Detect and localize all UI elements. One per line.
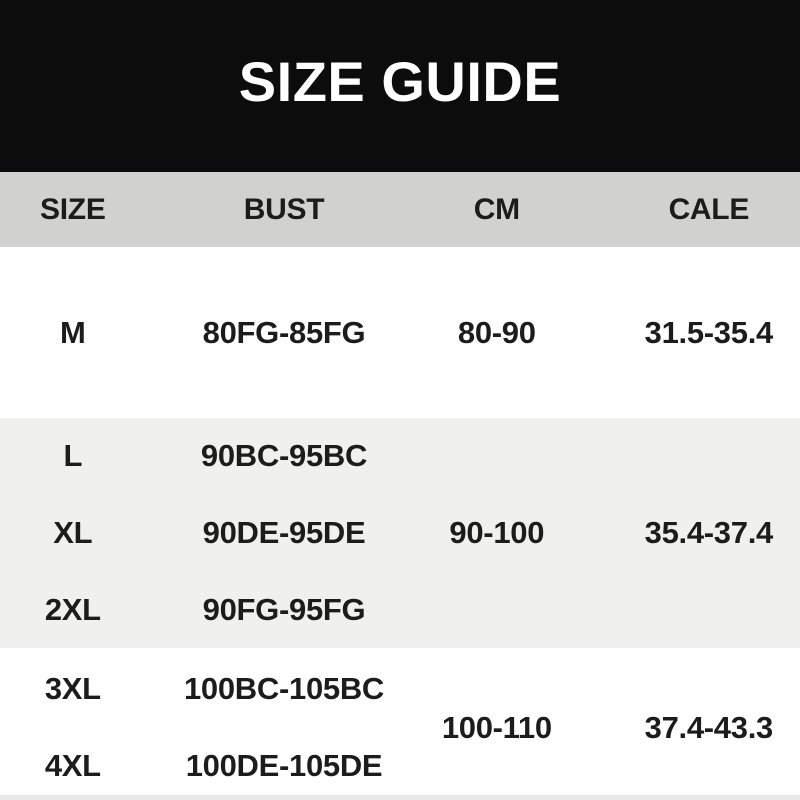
table-row-2xl [0,571,800,648]
bust-cell-2xl: 90FG-95FG [202,591,366,627]
table-header-row [0,172,800,247]
cm-cell-group2: 90-100 [449,515,545,550]
bust-cell-3xl: 100BC-105BC [183,671,385,707]
bust-cell-4xl: 100DE-105DE [185,748,383,784]
cm-cell-group3: 100-110 [441,710,552,746]
bust-cell-xl: 90DE-95DE [202,515,366,550]
size-cell-3xl: 3XL [44,671,101,707]
cale-cell-group3: 37.4-43.3 [644,710,773,746]
cm-cell-group1: 80-90 [457,314,536,350]
size-cell-2xl: 2XL [44,591,101,627]
banner [0,0,800,172]
bust-cell-m: 80FG-85FG [202,314,366,350]
column-header-cm: CM [473,192,520,226]
bust-cell-l: 90BC-95BC [200,438,368,474]
size-cell-m: M [60,314,86,350]
size-group-m [0,247,800,418]
column-header-bust: BUST [243,192,325,226]
footer-strip [0,795,800,800]
size-cell-4xl: 4XL [44,748,101,784]
table-row-xl [0,495,800,572]
size-group-l-xl-2xl [0,418,800,648]
size-group-3xl-4xl [0,648,800,795]
column-header-size: SIZE [40,192,106,226]
size-cell-xl: XL [53,515,93,550]
page-title: SIZE GUIDE [238,49,562,113]
cale-cell-group2: 35.4-37.4 [644,515,773,550]
table-row-l [0,418,800,495]
cale-cell-group1: 31.5-35.4 [644,314,773,350]
column-header-cale: CALE [668,192,750,226]
size-cell-l: L [63,438,83,474]
